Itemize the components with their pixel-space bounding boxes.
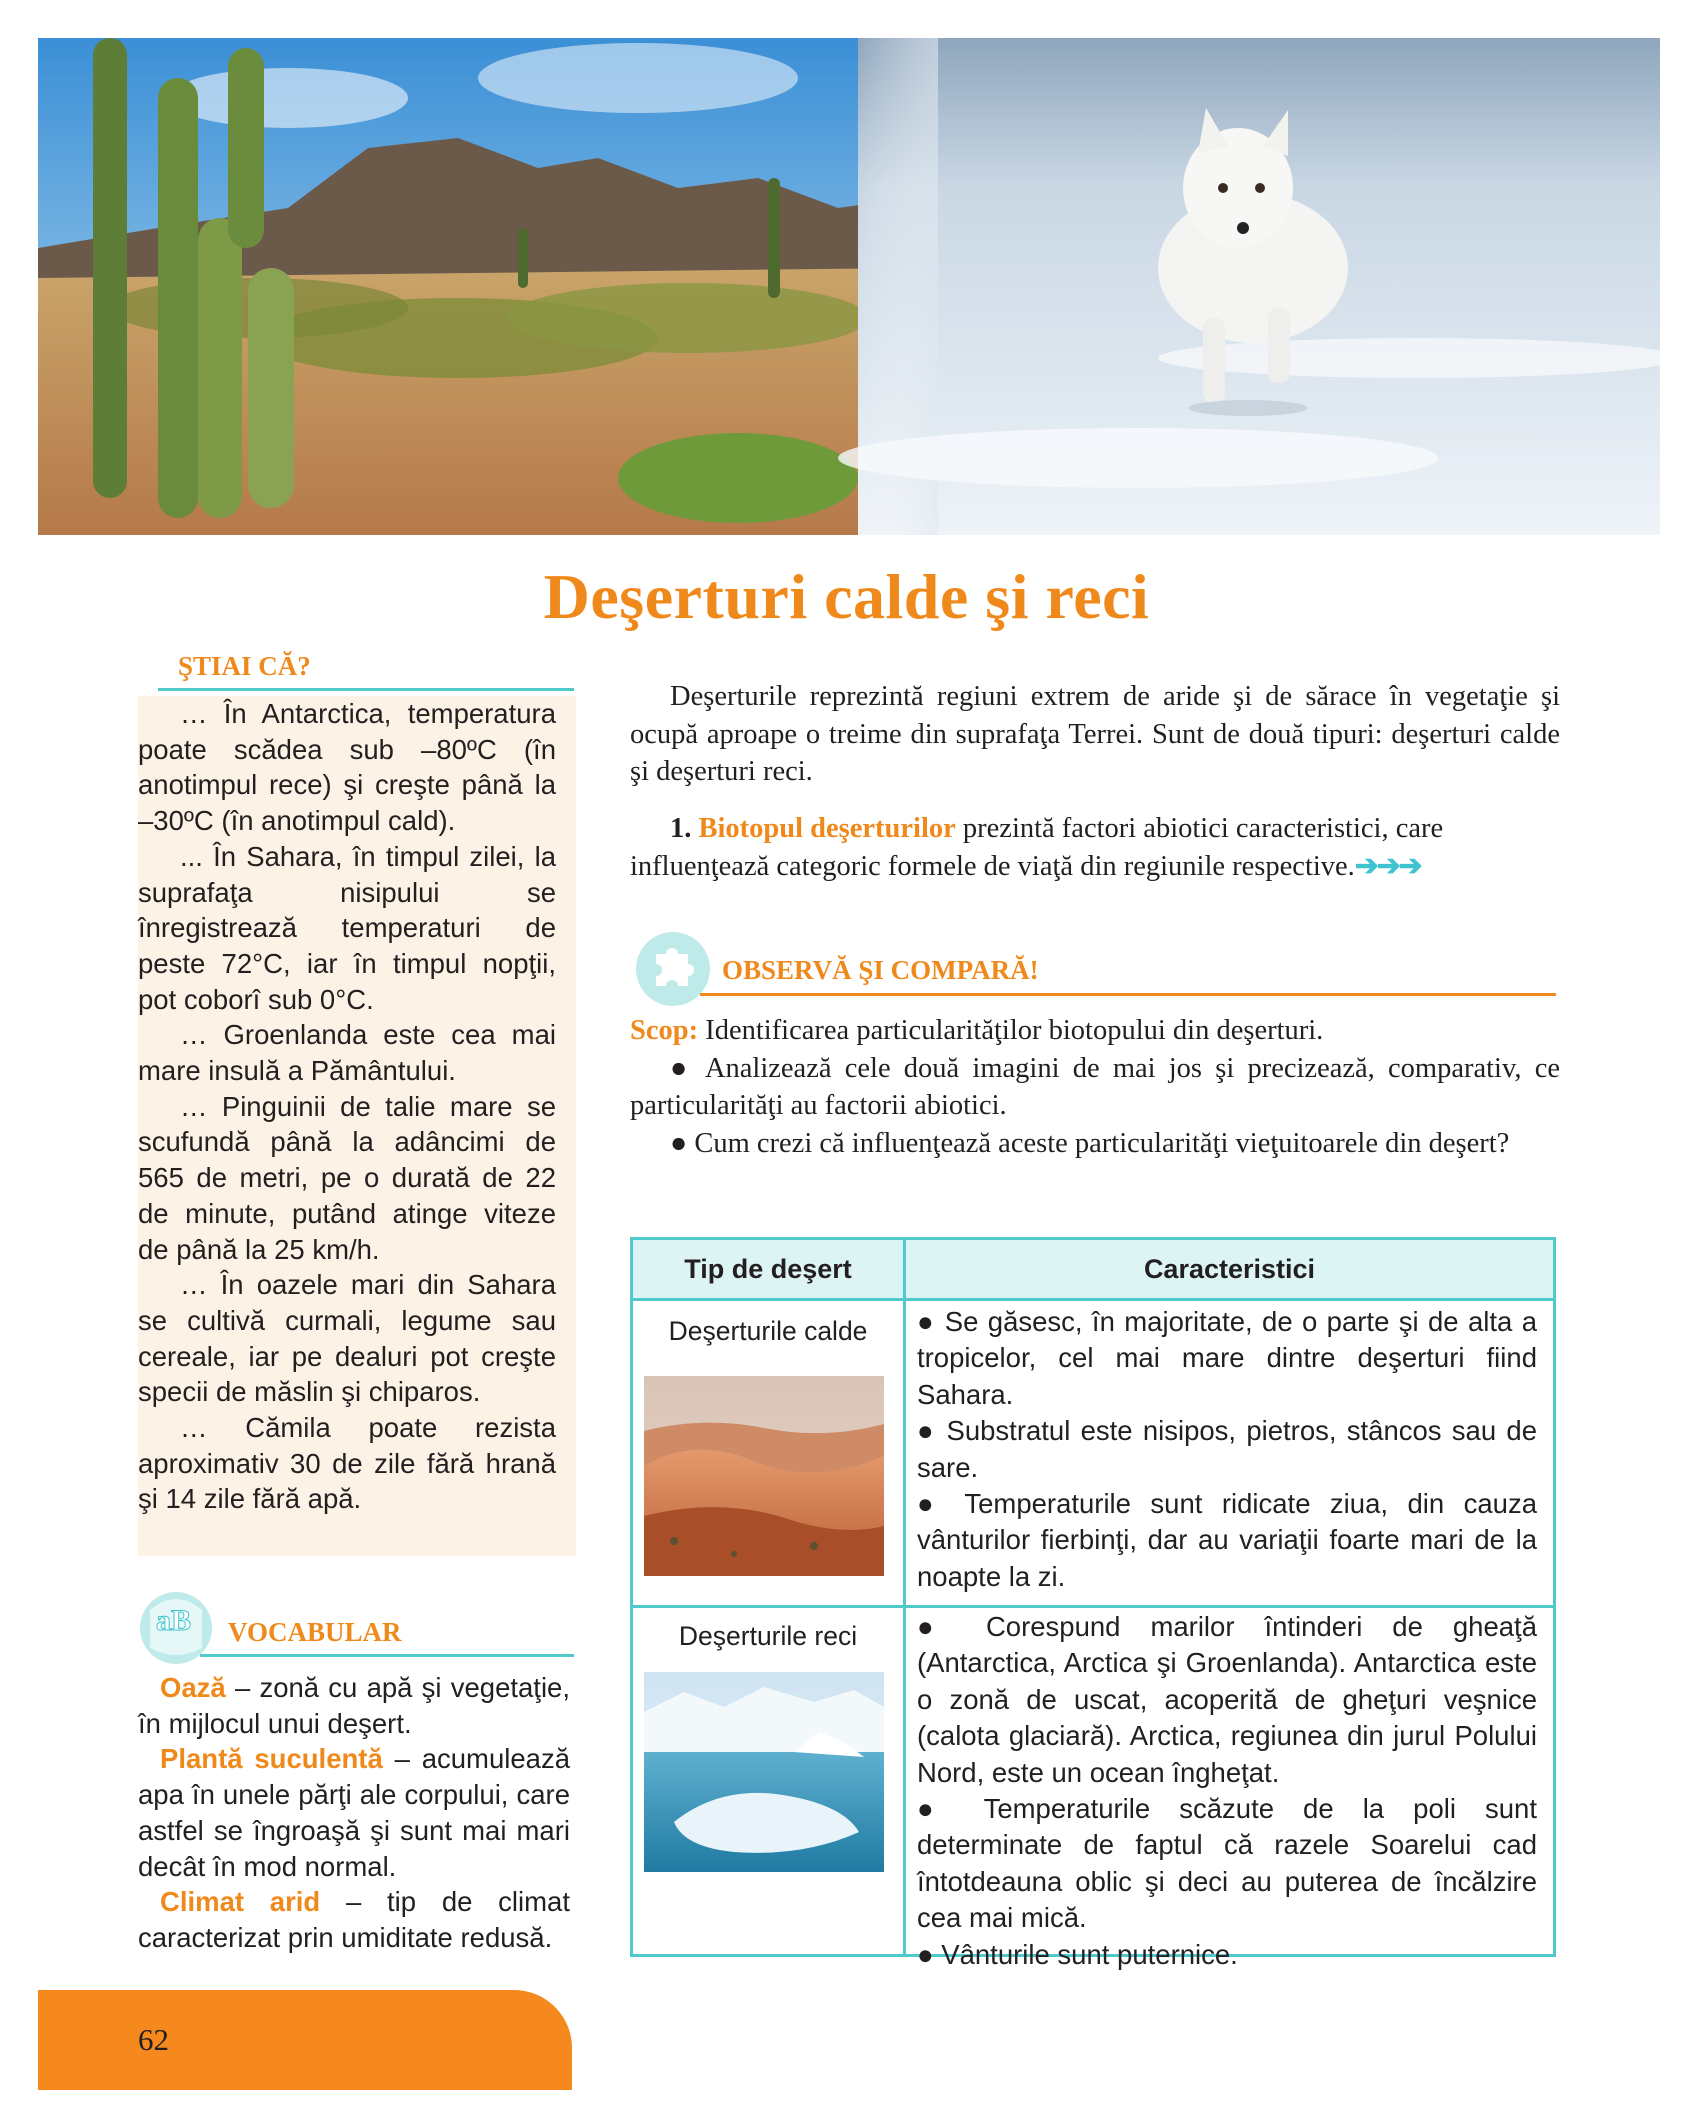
observa-bullet: ● Analizează cele două imagini de mai jos şi precizează, comparativ, ce particularităţi au factorii abiotici.	[630, 1052, 1560, 1121]
point-1-number: 1.	[670, 813, 692, 844]
observa-rule	[700, 993, 1556, 996]
vocab-definition: – acumulează apa în unele părţi ale corpului, care astfel se îngroaşă şi sunt mai mari decât în mod normal.	[138, 1743, 570, 1882]
table-header-characteristics: Caracteristici	[906, 1240, 1553, 1298]
stiai-paragraph: ... În Sahara, în timpul zilei, la suprafaţa nisipului se înregistrează temperaturi de peste 72°C, iar în timpul nopţii, pot coborî sub 0°C.	[138, 840, 556, 1015]
hero-photo-collage	[38, 38, 1660, 535]
vocab-item	[138, 1741, 570, 1884]
vocab-term: Plantă suculentă	[160, 1743, 383, 1775]
table-row-characteristics	[917, 1609, 1537, 1973]
characteristic-item: ● Corespund marilor întinderi de gheaţă (Antarctica, Arctica şi Groenlanda). Antarctica este o zonă de uscat, acoperită de gheţuri veşnice (calota glaciară). Arctica, regiunea din jurul Polului Nord, este un ocean îngheţat.	[917, 1611, 1537, 1788]
desert-photo	[38, 38, 908, 535]
desert-comparison-table	[630, 1237, 1556, 1970]
scop-text: Identificarea particularităţilor biotopului din deşerturi.	[698, 1015, 1324, 1046]
vocab-definition: – tip de climat caracterizat prin umiditate redusă.	[138, 1886, 570, 1953]
stiai-paragraph: … Pinguinii de talie mare se scufundă până la adâncimi de 565 de metri, pe o durată de 22 de minute, putând atinge viteze de până la 25 km/h.	[138, 1090, 556, 1265]
page-number: 62	[138, 2022, 169, 2057]
vocab-term: Oază	[160, 1672, 226, 1703]
point-1	[630, 810, 1560, 885]
table-header-type: Tip de deşert	[633, 1240, 903, 1298]
stiai-rule	[158, 688, 574, 691]
arrow-icon: ➔➔➔	[1354, 850, 1421, 882]
characteristic-item: ● Temperaturile scăzute de la poli sunt determinate de faptul că razele Soarelui cad întotdeauna oblic şi deci au puterea de încălzire cea mai mică.	[917, 1793, 1537, 1934]
hot-desert-photo	[644, 1376, 884, 1576]
vocab-heading: VOCABULAR	[228, 1617, 402, 1647]
stiai-paragraph: … Cămila poate rezista aproximativ 30 de zile fără hrană şi 14 zile fără apă.	[138, 1412, 556, 1515]
vocab-definition: – zonă cu apă şi vegetaţie, în mijlocul unui deşert.	[138, 1672, 570, 1739]
characteristic-item: ● Temperaturile sunt ridicate ziua, din cauza vânturilor fierbinţi, dar au variaţii foarte mari de la noapte la zi.	[917, 1488, 1537, 1592]
observa-bullet: ● Cum crezi că influenţează aceste particularităţi vieţuitoarele din deşert?	[670, 1127, 1510, 1159]
vocab-icon-a: aB	[156, 1604, 192, 1637]
scop-line	[630, 1012, 1560, 1050]
arctic-photo	[838, 38, 1660, 535]
point-1-paragraph	[630, 810, 1560, 885]
table-row-type: Deşerturile calde	[668, 1316, 868, 1346]
characteristic-item: ● Vânturile sunt puternice.	[917, 1938, 1238, 1970]
vocab-item	[138, 1884, 570, 1955]
vocab-term: Climat arid	[160, 1886, 321, 1918]
stiai-text	[138, 696, 566, 1517]
table-row-characteristics	[917, 1304, 1537, 1595]
stiai-paragraph: … În Antarctica, temperatura poate scădea sub –80ºC (în anotimpul rece) şi creşte până la –30ºC (în anotimpul cald).	[138, 698, 556, 837]
intro-text	[630, 678, 1560, 791]
table-header-divider	[633, 1298, 1553, 1301]
cold-desert-photo	[644, 1672, 884, 1872]
observa-body	[630, 1012, 1560, 1162]
scop-label: Scop:	[630, 1015, 699, 1046]
hero-image	[38, 38, 1660, 535]
table-column-divider	[903, 1240, 906, 1954]
stiai-paragraph: … În oazele mari din Sahara se cultivă curmali, legume sau cereale, iar pe dealuri pot creşte specii de măslin şi chiparos.	[138, 1269, 556, 1408]
characteristic-item: ● Se găsesc, în majoritate, de o parte şi de alta a tropicelor, cel mai mare dintre deşerturi fiind Sahara.	[917, 1306, 1537, 1410]
characteristic-item: ● Substratul este nisipos, pietros, stâncos sau de sare.	[917, 1415, 1537, 1483]
observa-heading: OBSERVĂ ŞI COMPARĂ!	[722, 955, 1039, 985]
vocab-rule	[200, 1654, 574, 1657]
vocab-list	[138, 1670, 570, 1956]
stiai-heading: ŞTIAI CĂ?	[178, 651, 311, 681]
point-1-highlight: Biotopul deşerturilor	[698, 813, 956, 844]
vocab-item	[138, 1670, 570, 1741]
table-row-type: Deşerturile reci	[678, 1621, 858, 1651]
page-title: Deşerturi calde şi reci	[543, 561, 1150, 632]
intro-paragraph: Deşerturile reprezintă regiuni extrem de aride şi de sărace în vegetaţie şi ocupă aproape o treime din suprafaţa Terrei. Sunt de două tipuri: deşerturi calde şi deşerturi reci.	[630, 681, 1560, 787]
stiai-paragraph: … Groenlanda este cea mai mare insulă a Pământului.	[138, 1019, 556, 1087]
table-row-divider	[633, 1605, 1553, 1608]
point-1-text: prezintă factori abiotici caracteristici, care influenţează categoric formele de viaţă din regiunile respective.	[630, 813, 1444, 882]
page-footer-band	[38, 1990, 572, 2090]
puzzle-icon	[634, 930, 712, 1008]
